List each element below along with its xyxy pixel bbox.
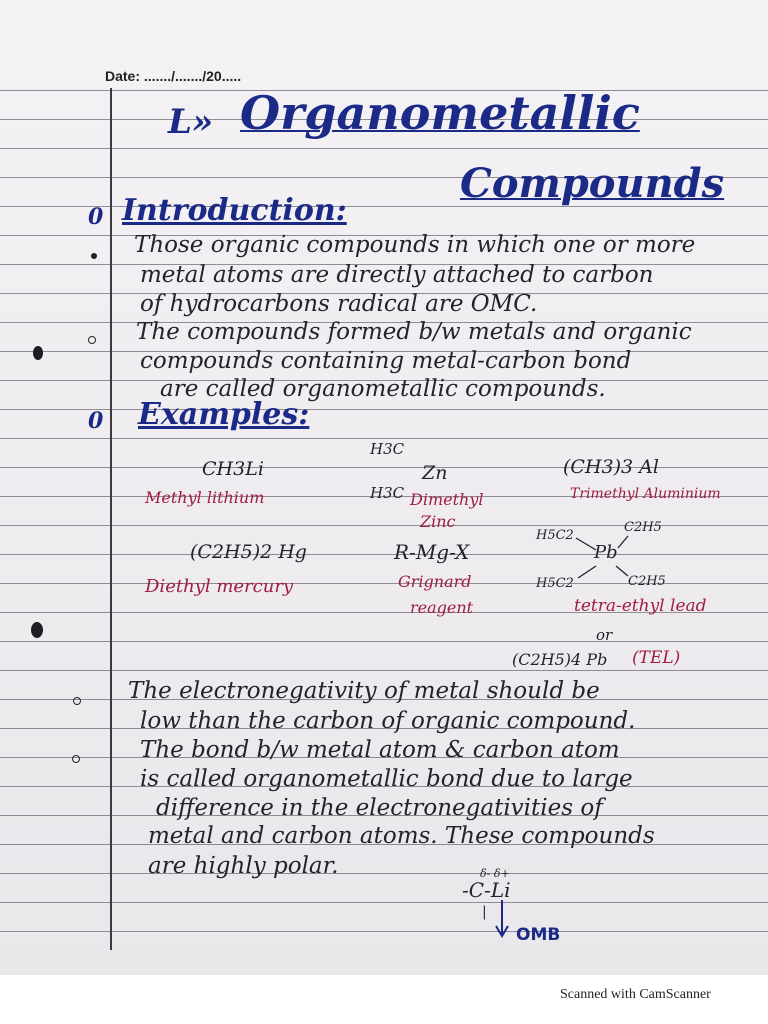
example-formula: (CH3)3 Al (563, 456, 659, 478)
tel-center-atom: Pb (594, 542, 618, 563)
section-marker: 0 (88, 204, 104, 230)
binder-hole-mark (33, 346, 43, 360)
intro-line: metal atoms are directly attached to carbon (140, 262, 654, 288)
examples-heading: Examples: (138, 397, 310, 432)
example-formula-bottom: H3C (370, 484, 405, 502)
note-line: difference in the electronegativities of (156, 795, 603, 821)
ruled-line (0, 148, 768, 149)
bullet-dot (91, 253, 97, 259)
tel-bond (578, 566, 596, 578)
tel-substituent: C2H5 (628, 574, 666, 589)
partial-charges: δ- δ+ (480, 867, 510, 880)
intro-line: of hydrocarbons radical are OMC. (140, 291, 538, 317)
example-name: tetra-ethyl lead (574, 596, 707, 616)
ruled-line (0, 873, 768, 874)
section-marker: 0 (88, 408, 104, 434)
example-name: Dimethyl (410, 490, 484, 509)
example-or: or (596, 626, 613, 644)
example-formula: (C2H5)4 Pb (512, 650, 608, 669)
tel-bond (616, 566, 628, 576)
introduction-heading: Introduction: (122, 193, 347, 228)
note-line: The bond b/w metal atom & carbon atom (140, 737, 620, 763)
tel-bonds (570, 530, 650, 590)
tel-substituent: C2H5 (624, 520, 662, 535)
example-name: Trimethyl Aluminium (570, 486, 721, 502)
margin-line (110, 88, 112, 950)
example-name: Grignard (398, 572, 472, 591)
tel-bond (576, 538, 596, 550)
example-formula: CH3Li (202, 458, 264, 480)
example-name: Methyl lithium (145, 488, 265, 507)
down-arrow-icon (492, 898, 518, 942)
binder-hole-mark (31, 622, 43, 638)
note-line: are highly polar. (148, 853, 339, 879)
example-formula-top: H3C (370, 440, 405, 458)
ruled-line (0, 438, 768, 439)
scan-footer: Scanned with CamScanner (560, 987, 711, 1002)
example-name: Zinc (420, 512, 456, 531)
note-line: The electronegativity of metal should be (128, 678, 600, 704)
note-line: is called organometallic bond due to large (140, 766, 633, 792)
intro-line: compounds containing metal-carbon bond (140, 348, 632, 374)
ruled-line (0, 670, 768, 671)
intro-line: Those organic compounds in which one or more (134, 232, 696, 258)
bond-stub: | (482, 904, 487, 920)
bullet-ring (72, 755, 80, 763)
note-line: metal and carbon atoms. These compounds (148, 823, 655, 849)
note-line: low than the carbon of organic compound. (140, 708, 636, 734)
intro-line: are called organometallic compounds. (160, 376, 606, 402)
example-formula-mid: Zn (422, 462, 448, 484)
omb-label: OMB (516, 925, 561, 945)
ruled-line (0, 931, 768, 932)
ruled-line (0, 902, 768, 903)
bullet-ring (73, 697, 81, 705)
ruled-line (0, 641, 768, 642)
title-arrow-icon: L» (168, 102, 214, 142)
example-name: Diethyl mercury (145, 576, 294, 597)
example-formula: (C2H5)2 Hg (190, 541, 307, 563)
bond-formula: -C-Li (462, 878, 511, 902)
tel-substituent: H5C2 (536, 528, 574, 543)
example-abbreviation: (TEL) (632, 648, 681, 668)
date-label: Date: ......./......./20..... (105, 68, 242, 84)
example-name: reagent (410, 598, 474, 617)
example-formula: R-Mg-X (394, 540, 470, 564)
tel-bond (618, 536, 628, 548)
tel-substituent: H5C2 (536, 576, 574, 591)
page-title-line1: Organometallic (240, 86, 640, 140)
ruled-line (0, 409, 768, 410)
intro-line: The compounds formed b/w metals and organic (136, 319, 692, 345)
bullet-ring (88, 336, 96, 344)
page-title-line2: Compounds (460, 160, 725, 207)
ruled-line (0, 554, 768, 555)
